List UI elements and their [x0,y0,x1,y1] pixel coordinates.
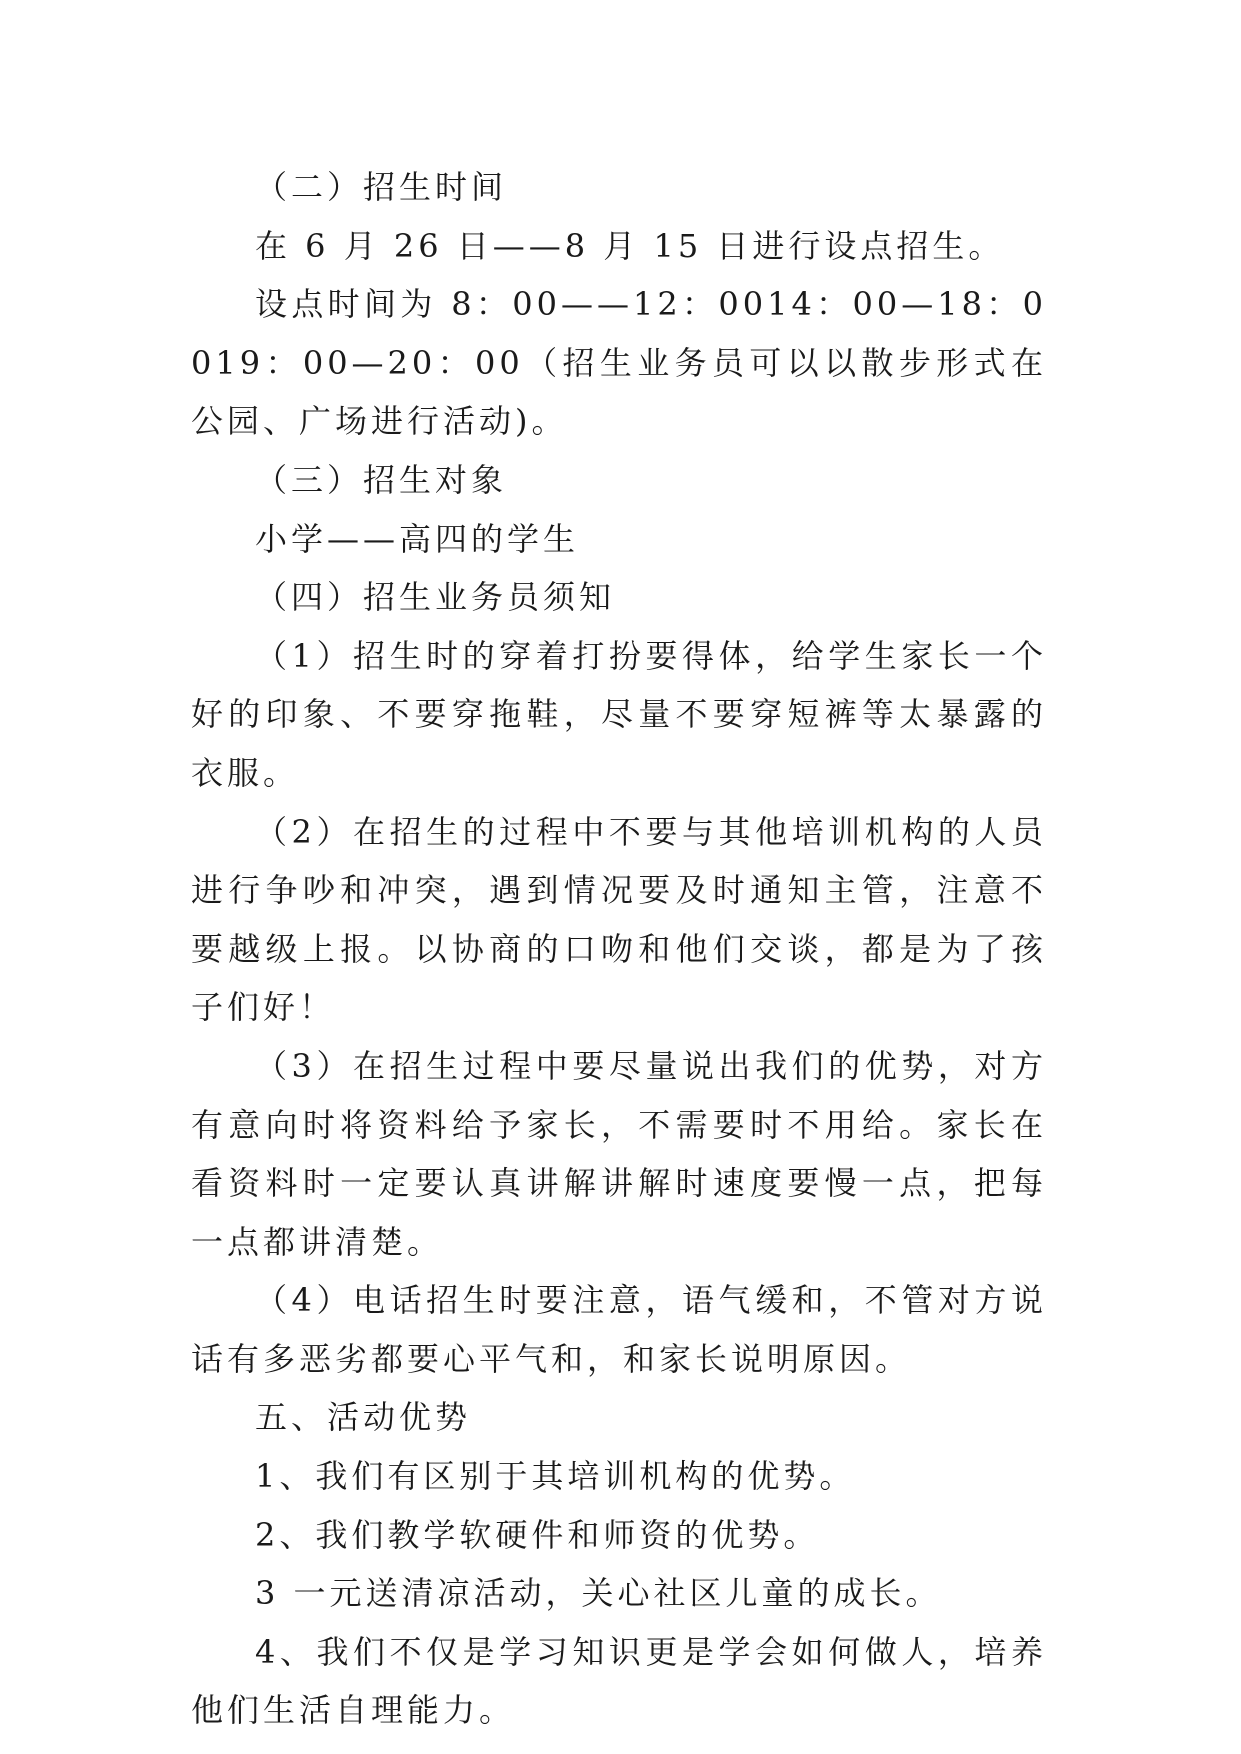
enrollment-target-paragraph: 小学——高四的学生 [255,519,580,558]
booth-hours-paragraph: 设点时间为 8：00——12：0014：00—18：0019：00—20：00（招生业务员可以以散步形式在公园、广场进行活动)。 [191,285,1047,441]
section-heading-enrollment-target: （三）招生对象 [255,460,508,499]
section-heading-enrollment-time: （二）招生时间 [255,168,508,206]
staff-note-3: （3）在招生过程中要尽量说出我们的优势，对方有意向时将资料给予家长，不需要时不用给。家长在看资料时一定要认真讲解讲解时速度要慢一点，把每一点都讲清楚。 [191,1046,1047,1261]
advantage-3: 3 一元送清凉活动，关心社区儿童的成长。 [255,1574,942,1613]
section-heading-advantages: 五、活动优势 [255,1398,472,1437]
advantage-1: 1、我们有区别于其培训机构的优势。 [255,1457,856,1496]
staff-note-2: （2）在招生的过程中不要与其他培训机构的人员进行争吵和冲突，遇到情况要及时通知主管，注意不要越级上报。以协商的口吻和他们交谈，都是为了孩子们好！ [191,812,1047,1027]
advantage-4: 4、我们不仅是学习知识更是学会如何做人，培养他们生活自理能力。 [191,1632,1047,1730]
document-body [191,158,1047,1740]
section-heading-staff-notes: （四）招生业务员须知 [255,578,616,617]
staff-note-1: （1）招生时的穿着打扮要得体，给学生家长一个好的印象、不要穿拖鞋，尽量不要穿短裤等太暴露的衣服。 [191,636,1047,792]
advantage-2: 2、我们教学软硬件和师资的优势。 [255,1515,820,1554]
enrollment-date-paragraph: 在 6 月 26 日——8 月 15 日进行设点招生。 [255,226,1005,265]
staff-note-4: （4）电话招生时要注意，语气缓和，不管对方说话有多恶劣都要心平气和，和家长说明原因。 [191,1281,1047,1378]
